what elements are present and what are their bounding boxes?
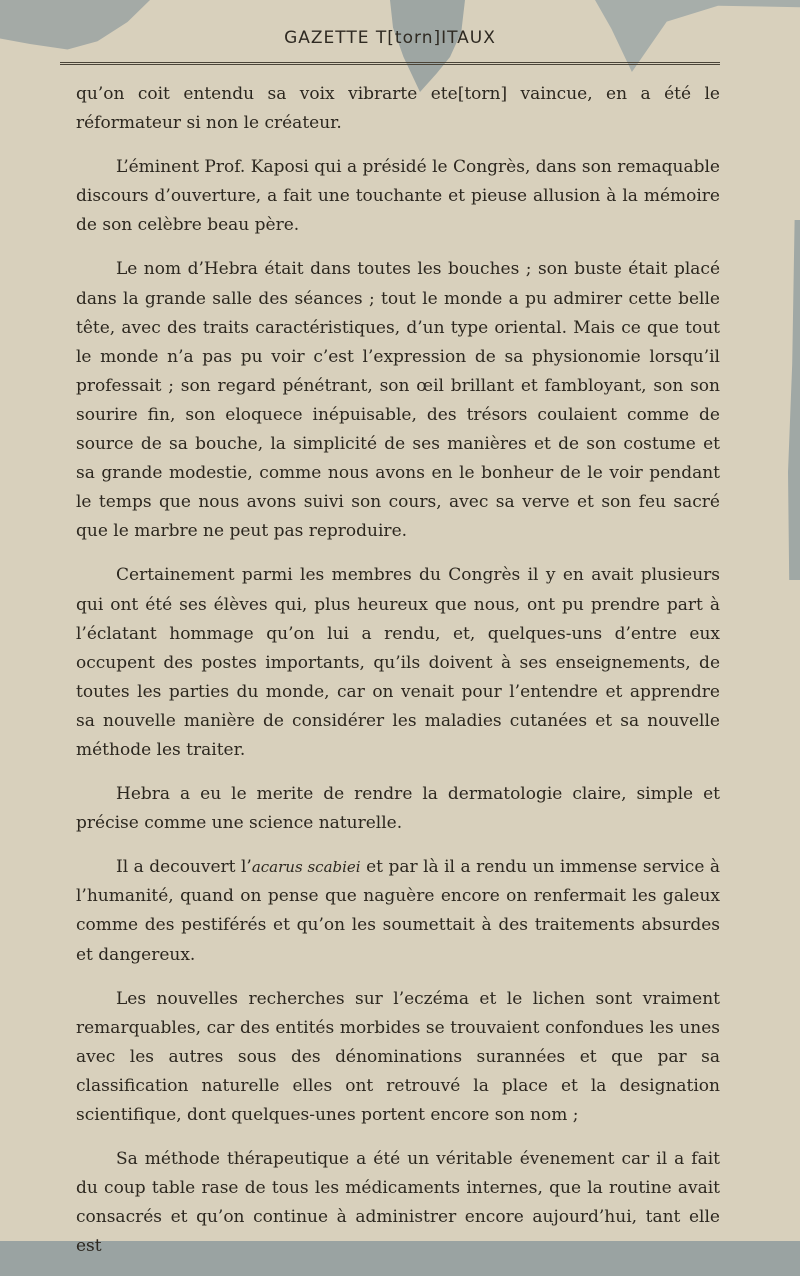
paragraph-eczema: Les nouvelles recherches sur l’eczéma et le lichen sont vraiment remarquables, car des entités morbides se trouvaient confondues les unes avec les autres sous des dénominations surannées et que par sa classification naturelle elles ont retrouvé la place et la designation scientifique, dont quelques-unes portent encore son nom ; [76, 988, 720, 1125]
running-header [60, 22, 720, 65]
header-title: GAZETTE T[torn]ITAUX [284, 28, 496, 48]
paragraph-hebra-bust: Le nom d’Hebra était dans toutes les bouches ; son buste était placé dans la grande salle des séances ; tout le monde a pu admirer cette belle tête, avec des traits caractéristiques, d’un type oriental. Mais ce que tout le monde n’a pas pu voir c’est l’expression de sa physionomie lorsqu’il professait ; son regard pénétrant, son œil brillant et fambloyant, son son sourire fin, son eloquece inépuisable, des trésors coulaient comme de source de sa bouche, la simplicité de ses manières et de son costume et sa grande modestie, comme nous avons en le bonheur de le voir pendant le temps que nous avons suivi son cours, avec sa verve et son feu sacré que le marbre ne peut pas reproduire. [76, 259, 720, 542]
paragraph-continuation: qu’on coit entendu sa voix vibrarte ete[torn] vaincue, en a été le réformateur si non le créateur. [76, 84, 720, 134]
paragraph-dermatology: Hebra a eu le merite de rendre la dermatologie claire, simple et précise comme une science naturelle. [76, 784, 720, 834]
paragraph-kaposi: L’éminent Prof. Kaposi qui a présidé le Congrès, dans son remaquable discours d’ouverture, a fait une touchante et pieuse allusion à la mémoire de son celèbre beau père. [76, 157, 720, 236]
paragraph-congress-members: Certainement parmi les membres du Congrès il y en avait plusieurs qui ont été ses élèves qui, plus heureux que nous, ont pu prendre part à l’éclatant hommage qu’on lui a rendu, et, quelques-uns d’entre eux occupent des postes importants, qu’ils doivent à ses enseignements, de toutes les parties du monde, car on venait pour l’entendre et apprendre sa nouvelle manière de considérer les maladies cutanées et sa nouvelle méthode les traiter. [76, 565, 720, 760]
paragraph-therapeutic-method: Sa méthode thérapeutique a été un véritable évenement car il a fait du coup table rase de tous les médicaments internes, que la routine avait consacrés et qu’on continue à administrer encore aujourd’hui, tant elle est [76, 1149, 720, 1257]
acarus-text-after: et par là il a rendu un immense service à l’humanité, quand on pense que naguère encore on renfermait les galeux comme des pestiférés et qu’on les soumettait à des traitements absurdes et dangereux. [76, 857, 720, 965]
article-body [76, 80, 720, 1276]
acarus-text-before: Il a decouvert l’ [116, 857, 252, 878]
acarus-scabiei-term: acarus scabiei [251, 858, 361, 877]
paragraph-acarus [76, 853, 720, 969]
torn-paper-side [788, 220, 800, 580]
